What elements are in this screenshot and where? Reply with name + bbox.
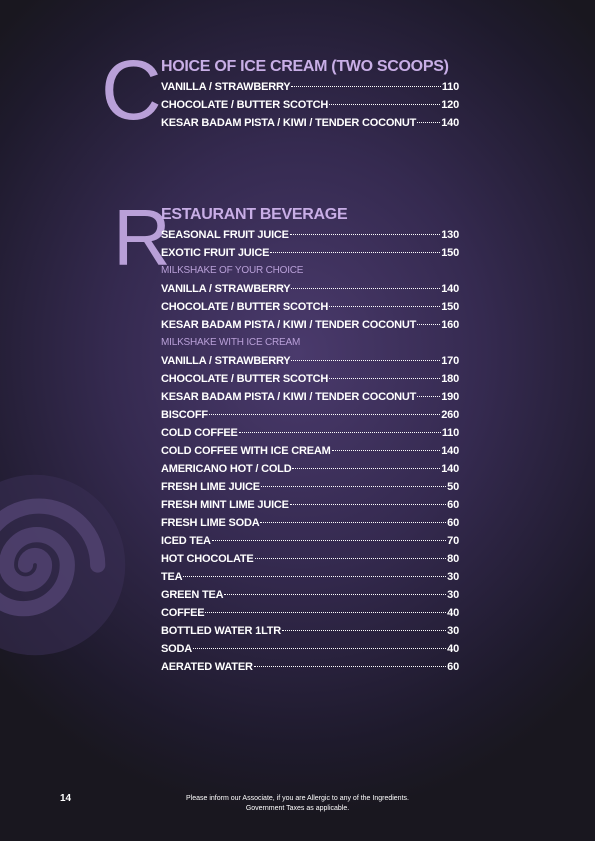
menu-item	[161, 496, 459, 514]
menu-item	[161, 280, 459, 298]
item-name: VANILLA / STRAWBERRY	[161, 355, 291, 367]
menu-item	[161, 424, 459, 442]
section-title: ESTAURANT BEVERAGE	[161, 206, 348, 223]
item-price: 80	[447, 553, 459, 565]
subsection-heading: MILKSHAKE WITH ICE CREAM	[161, 337, 301, 348]
dot-leader	[212, 539, 446, 541]
item-price: 30	[447, 625, 459, 637]
beverage-section	[161, 204, 459, 676]
menu-item	[161, 460, 459, 478]
menu-item	[161, 550, 459, 568]
menu-item	[161, 604, 459, 622]
item-price: 30	[447, 589, 459, 601]
menu-item	[161, 78, 459, 96]
page-number: 14	[60, 793, 72, 804]
menu-item	[161, 96, 459, 114]
footer-line: Please inform our Associate, if you are Allergic to any of the Ingredients.	[186, 795, 409, 802]
item-price: 60	[447, 661, 459, 673]
item-name: CHOCOLATE / BUTTER SCOTCH	[161, 373, 329, 385]
dot-leader	[291, 287, 440, 289]
menu-item	[161, 406, 459, 424]
item-price: 150	[441, 301, 459, 313]
item-name: KESAR BADAM PISTA / KIWI / TENDER COCONUT	[161, 117, 417, 129]
menu-item	[161, 352, 459, 370]
dot-leader	[332, 449, 441, 451]
item-name: SEASONAL FRUIT JUICE	[161, 229, 289, 241]
item-name: FRESH LIME SODA	[161, 517, 260, 529]
dot-leader	[205, 611, 446, 613]
item-name: FRESH LIME JUICE	[161, 481, 260, 493]
section-title: HOICE OF ICE CREAM (TWO SCOOPS)	[161, 58, 449, 75]
dot-leader	[417, 121, 440, 123]
dot-leader	[260, 521, 446, 523]
item-price: 140	[441, 283, 459, 295]
item-name: SODA	[161, 643, 192, 655]
item-price: 130	[441, 229, 459, 241]
dot-leader	[183, 575, 446, 577]
swirl-decoration-icon	[0, 470, 130, 660]
item-name: HOT CHOCOLATE	[161, 553, 254, 565]
item-price: 50	[447, 481, 459, 493]
dot-leader	[270, 251, 440, 253]
dot-leader	[282, 629, 446, 631]
dot-leader	[329, 305, 440, 307]
dot-leader	[290, 503, 446, 505]
menu-item	[161, 244, 459, 262]
item-price: 120	[441, 99, 459, 111]
subsection-heading: MILKSHAKE OF YOUR CHOICE	[161, 265, 304, 276]
menu-item	[161, 532, 459, 550]
item-name: AMERICANO HOT / COLD	[161, 463, 292, 475]
item-name: VANILLA / STRAWBERRY	[161, 283, 291, 295]
item-price: 170	[441, 355, 459, 367]
item-name: TEA	[161, 571, 183, 583]
dot-leader	[291, 85, 440, 87]
dot-leader	[290, 233, 440, 235]
dot-leader	[224, 593, 446, 595]
menu-item	[161, 568, 459, 586]
item-price: 110	[441, 81, 459, 93]
item-price: 190	[441, 391, 459, 403]
item-price: 180	[441, 373, 459, 385]
item-price: 70	[447, 535, 459, 547]
menu-item	[161, 114, 459, 132]
dot-leader	[239, 431, 441, 433]
dot-leader	[261, 485, 446, 487]
menu-item	[161, 442, 459, 460]
dot-leader	[255, 557, 447, 559]
section-initial-r: R	[113, 193, 171, 282]
footer-line: Government Taxes as applicable.	[245, 805, 350, 812]
menu-item	[161, 370, 459, 388]
item-price: 140	[441, 445, 459, 457]
item-name: VANILLA / STRAWBERRY	[161, 81, 291, 93]
item-price: 60	[447, 499, 459, 511]
item-price: 30	[447, 571, 459, 583]
menu-item	[161, 514, 459, 532]
menu-item	[161, 388, 459, 406]
menu-item	[161, 226, 459, 244]
dot-leader	[254, 665, 446, 667]
menu-item	[161, 622, 459, 640]
item-name: KESAR BADAM PISTA / KIWI / TENDER COCONUT	[161, 391, 417, 403]
item-price: 40	[447, 643, 459, 655]
item-name: COLD COFFEE	[161, 427, 238, 439]
item-name: COFFEE	[161, 607, 205, 619]
item-price: 160	[441, 319, 459, 331]
item-name: EXOTIC FRUIT JUICE	[161, 247, 270, 259]
item-price: 110	[441, 427, 459, 439]
item-name: ICED TEA	[161, 535, 211, 547]
dot-leader	[209, 413, 440, 415]
item-name: GREEN TEA	[161, 589, 224, 601]
menu-item	[161, 478, 459, 496]
item-name: BOTTLED WATER 1LTR	[161, 625, 282, 637]
item-name: CHOCOLATE / BUTTER SCOTCH	[161, 99, 329, 111]
dot-leader	[291, 359, 440, 361]
dot-leader	[329, 103, 440, 105]
menu-item	[161, 298, 459, 316]
dot-leader	[292, 467, 440, 469]
item-price: 150	[441, 247, 459, 259]
menu-item	[161, 316, 459, 334]
item-price: 60	[447, 517, 459, 529]
item-name: BISCOFF	[161, 409, 208, 421]
item-name: COLD COFFEE WITH ICE CREAM	[161, 445, 331, 457]
section-initial-c: C	[101, 43, 162, 137]
dot-leader	[417, 323, 440, 325]
item-name: KESAR BADAM PISTA / KIWI / TENDER COCONUT	[161, 319, 417, 331]
item-name: CHOCOLATE / BUTTER SCOTCH	[161, 301, 329, 313]
menu-item	[161, 640, 459, 658]
menu-item	[161, 586, 459, 604]
allergy-note	[150, 794, 445, 814]
dot-leader	[329, 377, 440, 379]
item-name: FRESH MINT LIME JUICE	[161, 499, 289, 511]
item-price: 140	[441, 463, 459, 475]
item-price: 140	[441, 117, 459, 129]
menu-item	[161, 658, 459, 676]
dot-leader	[417, 395, 440, 397]
item-price: 40	[447, 607, 459, 619]
item-name: AERATED WATER	[161, 661, 253, 673]
ice-cream-section	[161, 56, 459, 132]
dot-leader	[193, 647, 446, 649]
item-price: 260	[441, 409, 459, 421]
